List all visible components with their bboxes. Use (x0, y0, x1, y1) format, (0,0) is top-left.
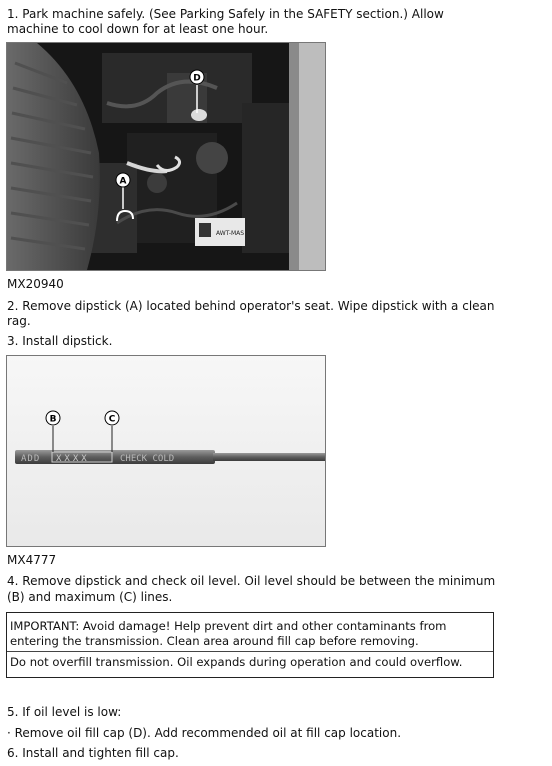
step-1-text-line-2: machine to cool down for at least one hour. (7, 22, 269, 36)
step-5-bullet: · Remove oil fill cap (D). Add recommended oil at fill cap location. (7, 726, 402, 740)
decal-text: AWT-MAS (216, 230, 245, 237)
callout-b-label: B (49, 414, 57, 425)
callout-d-label: D (193, 73, 201, 84)
dipstick-stamp-marks: XXXX (56, 454, 90, 464)
engine-compartment-drawing (7, 43, 325, 270)
dipstick-stamp-check-cold: CHECK COLD (120, 454, 175, 464)
engine-compartment-photo (6, 42, 326, 271)
step-6-text: 6. Install and tighten fill cap. (7, 746, 179, 760)
important-line-3: Do not overfill transmission. Oil expands during operation and could overflow. (10, 655, 463, 669)
dipstick-drawing (7, 356, 325, 546)
step-2-text-line-1: 2. Remove dipstick (A) located behind operator's seat. Wipe dipstick with a clean (7, 299, 495, 313)
important-notice-box (6, 612, 494, 678)
callout-c-label: C (108, 414, 116, 425)
step-2-text-line-2: rag. (7, 314, 31, 328)
dipstick-photo (6, 355, 326, 547)
figure-1-caption: MX20940 (7, 277, 64, 291)
step-3-text: 3. Install dipstick. (7, 334, 113, 348)
step-1-text-line-1: 1. Park machine safely. (See Parking Safely in the SAFETY section.) Allow (7, 7, 444, 21)
step-5-text: 5. If oil level is low: (7, 705, 122, 719)
important-divider (7, 651, 493, 652)
important-line-2: entering the transmission. Clean area around fill cap before removing. (10, 634, 419, 648)
figure-2-caption: MX4777 (7, 553, 57, 567)
dipstick-stamp-add: ADD (21, 454, 41, 464)
callout-a-label: A (119, 176, 127, 187)
step-4-text-line-2: (B) and maximum (C) lines. (7, 590, 173, 604)
step-4-text-line-1: 4. Remove dipstick and check oil level. Oil level should be between the minimum (7, 574, 496, 588)
important-line-1: IMPORTANT: Avoid damage! Help prevent dirt and other contaminants from (10, 619, 447, 633)
